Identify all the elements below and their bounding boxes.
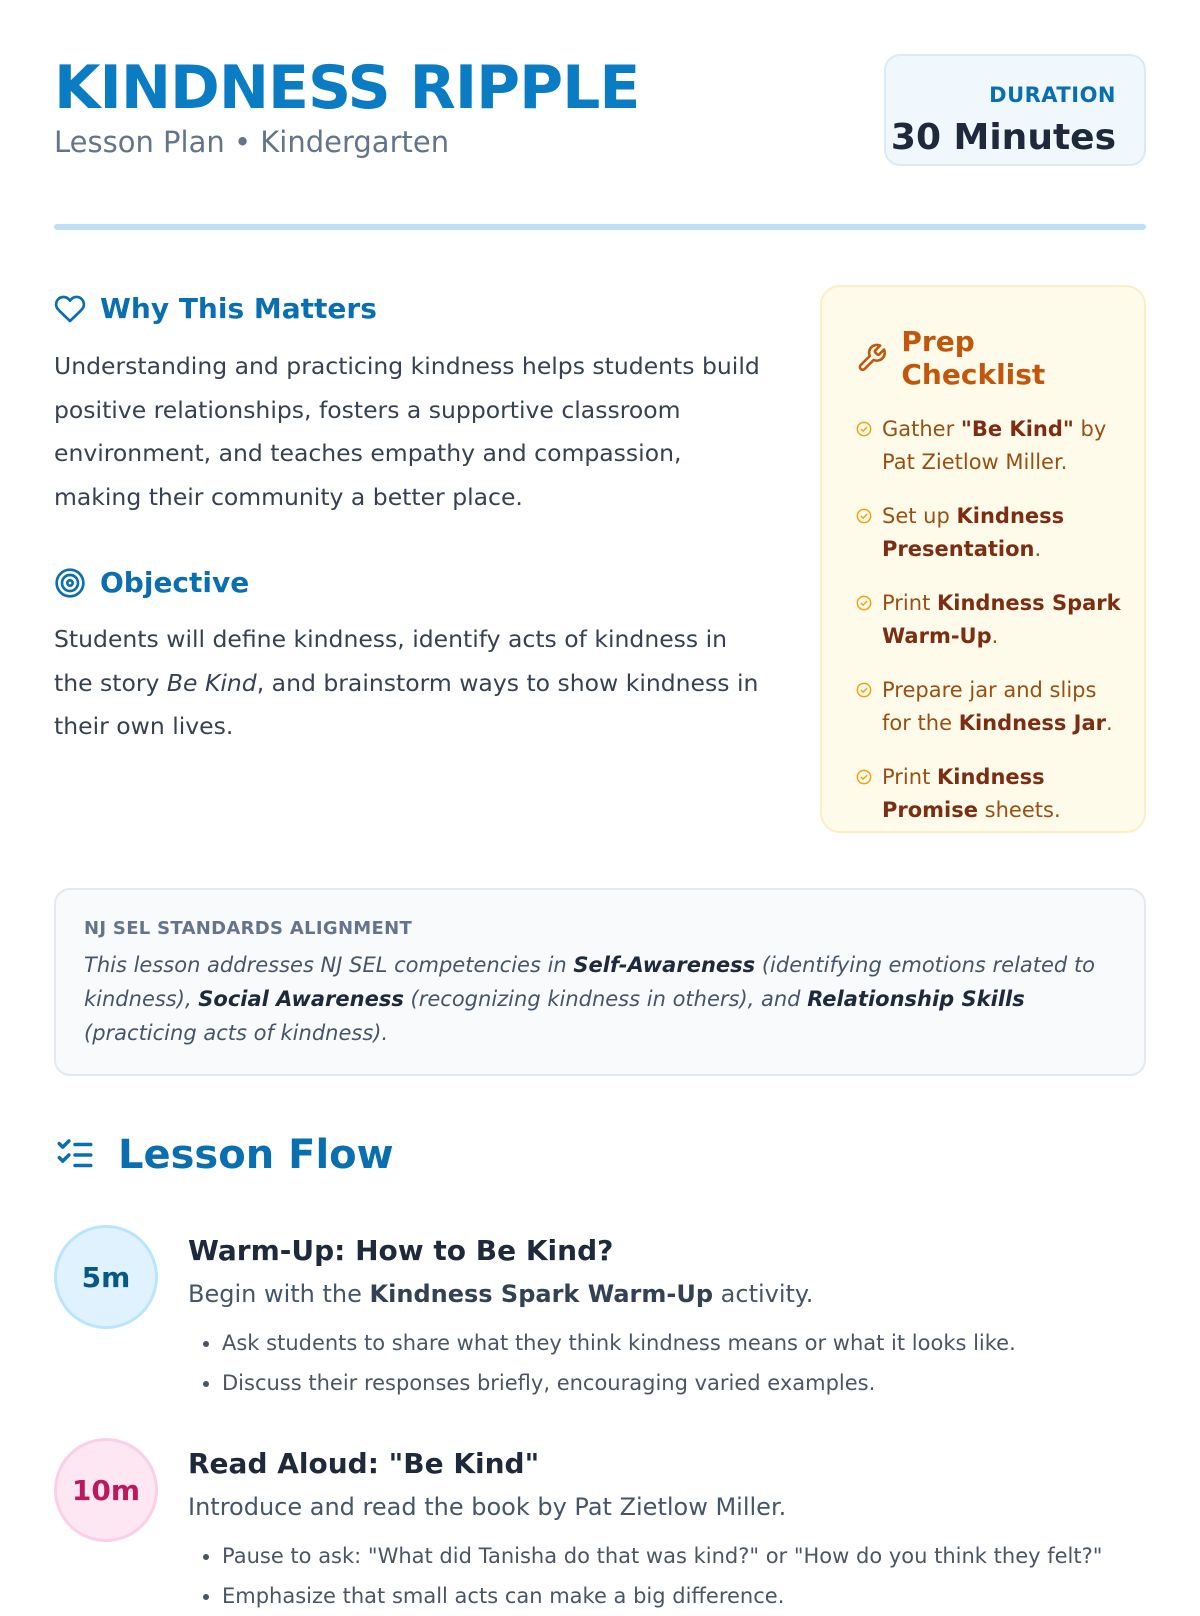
step-bullet: • Discuss their responses briefly, encouraging varied examples. (222, 1363, 1148, 1403)
objective-text (54, 618, 764, 749)
check-circle-icon (856, 769, 872, 785)
prep-item (856, 674, 1124, 739)
step-content (188, 1233, 1148, 1403)
step-description-part: Begin with the (188, 1280, 370, 1308)
prep-item-text-part: by Pat Zietlow Miller. (882, 417, 1107, 474)
prep-item-text-part: Set up (882, 504, 957, 528)
lesson-flow-heading (54, 1132, 394, 1178)
check-circle-icon (856, 682, 872, 698)
prep-list (856, 413, 1124, 826)
lesson-flow-title: Lesson Flow (118, 1132, 394, 1178)
prep-item-text (882, 500, 1124, 565)
book-title-emphasis: Be Kind (166, 668, 257, 697)
standards-competency: Social Awareness (198, 987, 404, 1011)
prep-item-text-part: Gather (882, 417, 961, 441)
standards-competency: Relationship Skills (807, 987, 1025, 1011)
target-icon (54, 567, 86, 599)
prep-item-text-part: Print (882, 765, 937, 789)
list-checks-icon (54, 1134, 96, 1176)
standards-text-part: (practicing acts of kindness). (84, 1021, 389, 1045)
standards-label: NJ SEL STANDARDS ALIGNMENT (84, 918, 413, 939)
check-circle-icon (856, 421, 872, 437)
step-time-badge: 5m (54, 1225, 158, 1329)
prep-item-text-part: . (1034, 536, 1042, 561)
prep-item-text (882, 761, 1124, 826)
heart-icon (54, 293, 86, 325)
prep-item-bold: Kindness Jar (958, 710, 1107, 735)
step-bullets (188, 1536, 1148, 1616)
prep-item-text-part: . (991, 623, 999, 648)
prep-item-bold: Kindness Promise (882, 765, 1045, 822)
duration-value: 30 Minutes (890, 117, 1116, 158)
prep-item-bold: Kindness Spark Warm-Up (882, 591, 1121, 648)
page-title: KINDNESS RIPPLE (54, 53, 640, 123)
duration-label: DURATION (989, 83, 1116, 107)
why-heading (54, 292, 377, 325)
prep-item-bold: "Be Kind" (960, 417, 1074, 441)
step-description-part: activity. (713, 1280, 814, 1308)
standards-text-part: This lesson addresses NJ SEL competencies in (84, 953, 574, 977)
check-circle-icon (856, 508, 872, 524)
prep-item (856, 500, 1124, 565)
step-title: Read Aloud: "Be Kind" (188, 1447, 540, 1480)
objective-text-part: , and brainstorm ways to show kindness in their own lives. (54, 668, 759, 740)
prep-item-bold: Kindness Presentation (882, 504, 1065, 561)
prep-item-text-part: Prepare jar and slips for the (882, 678, 1097, 735)
header-divider (54, 224, 1146, 230)
prep-title: Prep Checklist (901, 325, 1046, 391)
prep-item-text (882, 413, 1124, 478)
step-bullets (188, 1323, 1148, 1403)
objective-text-part: Students will define kindness, identify acts of kindness in the story (54, 625, 728, 697)
page-subtitle: Lesson Plan • Kindergarten (54, 125, 450, 159)
step-content (188, 1446, 1148, 1616)
why-title: Why This Matters (100, 292, 377, 325)
prep-heading (856, 325, 1124, 391)
step-bullet: • Emphasize that small acts can make a big difference. (222, 1576, 1148, 1616)
standards-text-part: (recognizing kindness in others), and (403, 987, 808, 1011)
step-bullet: • Pause to ask: "What did Tanisha do that was kind?" or "How do you think they felt?" (222, 1536, 1148, 1576)
step-description: Introduce and read the book by Pat Zietlow Miller. (188, 1493, 787, 1521)
wrench-icon (856, 342, 887, 374)
check-circle-icon (856, 595, 872, 611)
standards-text-part: (identifying emotions related to kindness), (84, 953, 1096, 1011)
prep-item (856, 413, 1124, 478)
step-title: Warm-Up: How to Be Kind? (188, 1234, 614, 1267)
why-text: Understanding and practicing kindness helps students build positive relationships, fosters a supportive classroom environment, and teaches empathy and compassion, making their community a better place. (54, 352, 760, 511)
step-time-badge: 10m (54, 1438, 158, 1542)
standards-competency: Self-Awareness (573, 953, 756, 977)
objective-heading (54, 566, 249, 599)
prep-item-text-part: sheets. (978, 797, 1061, 822)
standards-text (84, 948, 1114, 1050)
step-bullet: • Ask students to share what they think kindness means or what it looks like. (222, 1323, 1148, 1363)
prep-item (856, 587, 1124, 652)
objective-title: Objective (100, 566, 250, 599)
duration-card (884, 54, 1146, 166)
standards-box (54, 888, 1146, 1076)
prep-item-text-part: Print (882, 591, 937, 615)
prep-item (856, 761, 1124, 826)
prep-item-text (882, 587, 1124, 652)
prep-checklist-card (820, 285, 1146, 833)
step-description (188, 1277, 1148, 1311)
step-description-bold: Kindness Spark Warm-Up (369, 1280, 714, 1308)
prep-item-text (882, 674, 1124, 739)
prep-item-text-part: . (1106, 710, 1113, 735)
